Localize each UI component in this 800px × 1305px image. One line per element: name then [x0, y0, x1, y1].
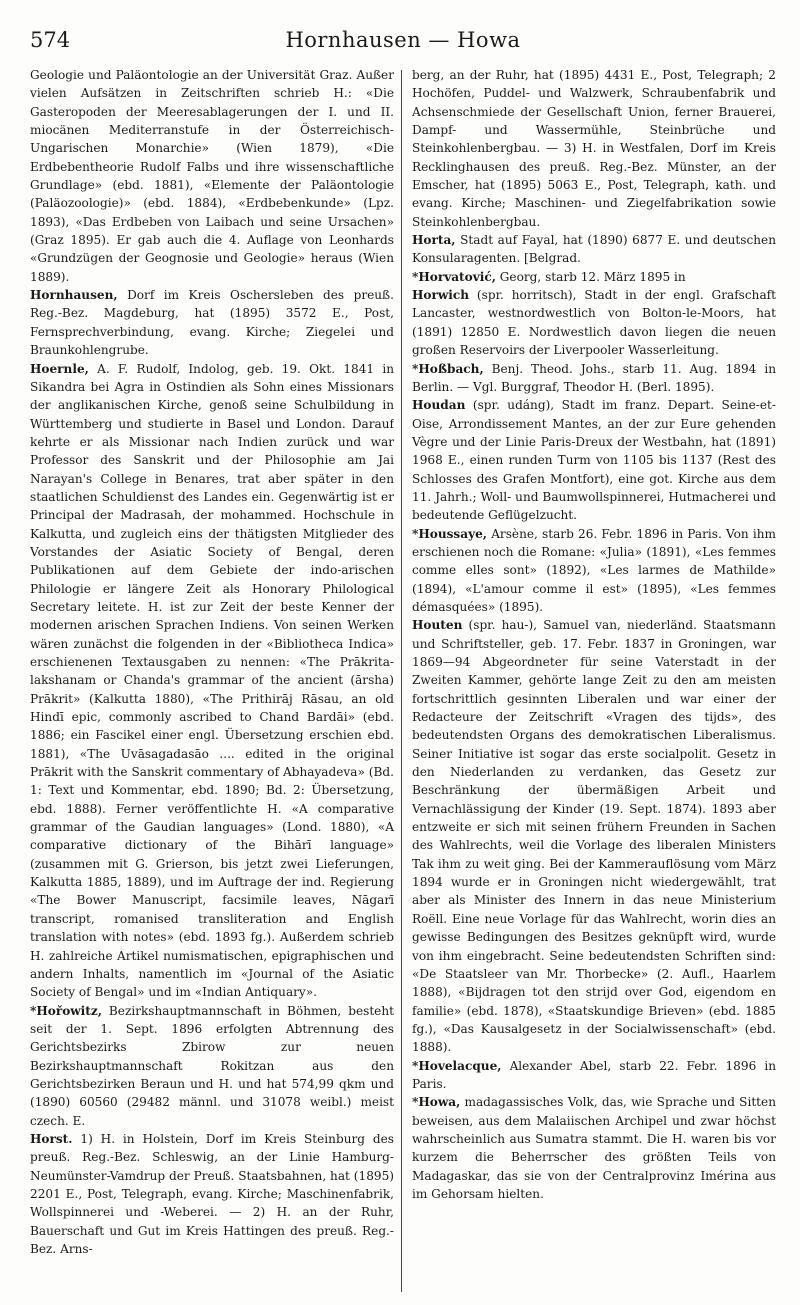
dictionary-entry: [30, 360, 394, 1002]
entry-headword: Horwich: [412, 288, 470, 303]
dictionary-entry: [412, 616, 776, 1056]
entry-text: (spr. horritsch), Stadt in der engl. Grafschaft Lancaster, westnordwestlich von Bolton-le-Moors, hat (1891) 12850 E. Nordwestlich davon liegen die neuen großen Reservoirs der Liverpooler Wasserleitung.: [412, 288, 776, 358]
dictionary-entry: [412, 286, 776, 359]
entry-headword: *Hoßbach,: [412, 361, 484, 376]
dictionary-entry: [412, 268, 776, 286]
entry-headword: *Hovelacque,: [412, 1058, 502, 1073]
entry-text: Dorf im Kreis Oschersleben des preuß. Reg.-Bez. Magdeburg, hat (1895) 3572 E., Post, Fernsprechverbindung, evang. Kirche; Ziegelei und Braunkohlengrube.: [30, 288, 394, 358]
entry-headword: Hornhausen,: [30, 288, 118, 303]
dictionary-entry: [412, 1093, 776, 1203]
entry-text: Arsène, starb 26. Febr. 1896 in Paris. Von ihm erschienen noch die Romane: «Julia» (1891), «Les femmes comme elles sont» (1892), «Les larmes de Mathilde» (1894), «L'amour comme il est» (1895), «Les femmes démasquées» (1895).: [412, 526, 776, 614]
dictionary-entry: [412, 1057, 776, 1094]
entry-headword: Horta,: [412, 233, 456, 248]
entry-text: Benj. Theod. Johs., starb 11. Aug. 1894 in Berlin. — Vgl. Burggraf, Theodor H. (Berl. 1895).: [412, 361, 776, 394]
entry-text: (spr. udáng), Stadt im franz. Depart. Seine-et-Oise, Arrondissement Mantes, an der zur Eure gehenden Vègre und der Linie Paris-Dreux der Westbahn, hat (1891) 1968 E., einen runden Turm von 1105 bis 1137 (Rest des Schlosses des Grafen Montfort), eine got. Kirche aus dem 11. Jahrh.; Woll- und Baumwollspinnerei, Hutmacherei und bedeutende Geflügelzucht.: [412, 398, 776, 523]
left-column: [30, 66, 394, 1296]
entry-headword: Houdan: [412, 398, 466, 413]
entry-headword: *Hořowitz,: [30, 1003, 102, 1018]
page-header: [30, 26, 776, 60]
entry-headword: Houten: [412, 618, 463, 633]
column-divider: [401, 70, 402, 1292]
entry-text: Bezirkshauptmannschaft in Böhmen, besteht seit der 1. Sept. 1896 erfolgten Abtrennung des Gerichtsbezirks Zbirow zur neuen Bezirkshauptmannschaft Rokitzan aus den Gerichtsbezirken Beraun und H. und hat 574,99 qkm und (1890) 60560 (29482 männl. und 31078 weibl.) meist czech. E.: [30, 1003, 394, 1128]
entry-text: (spr. hau-), Samuel van, niederländ. Staatsmann und Schriftsteller, geb. 17. Febr. 1837 in Groningen, war 1869—94 Abgeordneter für seine Vaterstadt in der Zweiten Kammer, gehörte lange Zeit zu den am meisten fortschrittlich gesinnten Liberalen und war einer der Redacteure der Zeitschrift «Vragen des tijds», des bedeutendsten Organs des demokratischen Liberalismus. Seiner Initiative ist sogar das erste socialpolit. Gesetz in den Niederlanden zu verdanken, das Gesetz zur Beschränkung der übermäßigen Arbeit und Vernachlässigung der Kinder (19. Sept. 1874). 1893 aber entzweite er sich mit seinen frühern Freunden in Sachen des Wahlrechts, weil die Vorlage des liberalen Ministers Tak ihm zu weit ging. Bei der Kammerauflösung vom März 1894 wurde er in Groningen nicht wiedergewählt, trat aber als Minister des Innern in das neue Ministerium Roëll. Eine neue Vorlage für das Wahlrecht, worin dies an gewisse Bedingungen des Besitzes geknüpft wird, wurde von ihm eingebracht. Seine bedeutendsten Schriften sind: «De Staatsleer van Mr. Thorbecke» (2. Aufl., Haarlem 1888), «Bijdragen tot den strijd over God, eigendom en familie» (ebd. 1878), «Staatskundige Brieven» (ebd. 1885 fg.), «Das Kausalgesetz in der Socialwissenschaft» (ebd. 1888).: [412, 618, 776, 1055]
dictionary-entry: [30, 66, 394, 286]
dictionary-entry: [412, 231, 776, 268]
dictionary-entry: [412, 360, 776, 397]
dictionary-entry: [30, 1130, 394, 1258]
entry-text: A. F. Rudolf, Indolog, geb. 19. Okt. 1841 in Sikandra bei Agra in Ostindien als Sohn eines Missionars der anglikanischen Kirche, genoß seine Schulbildung in Württemberg und studierte in Basel und London. Darauf kehrte er als Missionar nach Indien zurück und war Professor des Sanskrit und der Philosophie am Jai Narayan's College in Benares, trat aber später in den staatlichen Schuldienst des Landes ein. Gegenwärtig ist er Principal der Madrasah, der mohammed. Hochschule in Kalkutta, und zugleich eins der thätigsten Mitglieder des Vorstandes der Asiatic Society of Bengal, deren Publikationen auf dem Gebiete der indo-arischen Philologie er längere Zeit als Honorary Philological Secretary leitete. H. ist zur Zeit der beste Kenner der modernen arischen Sprachen Indiens. Von seinen Werken wären zunächst die folgenden in der «Bibliotheca Indica» erschienenen Textausgaben zu nennen: «The Prākrita-lakshanam or Chanda's grammar of the ancient (ārsha) Prākrit» (Kalkutta 1880), «The Prithirāj Rāsau, an old Hindī epic, commonly ascribed to Chand Bardāi» (ebd. 1886; ein Fascikel einer engl. Übersetzung erschien ebd. 1881), «The Uvāsagadasāo .... edited in the original Prākrit with the Sanskrit commentary of Abhayadeva» (Bd. 1: Text und Kommentar, ebd. 1890; Bd. 2: Übersetzung, ebd. 1888). Ferner veröffentlichte H. «A comparative grammar of the Gaudian languages» (Lond. 1880), «A comparative dictionary of the Bihārī language» (zusammen mit G. Grierson, bis jetzt zwei Lieferungen, Kalkutta 1885, 1889), und im Auftrage der ind. Regierung «The Bower Manuscript, facsimile leaves, Nāgarī transcript, romanised transliteration and English translation with notes» (ebd. 1893 fg.). Außerdem schrieb H. zahlreiche Artikel numismatischen, epigraphischen und andern Inhalts, namentlich im «Journal of the Asiatic Society of Bengal» und im «Indian Antiquary».: [30, 361, 394, 1000]
running-head: Hornhausen — Howa: [285, 28, 521, 52]
entry-text: madagassisches Volk, das, wie Sprache und Sitten beweisen, aus dem Malaiischen Archipel und zwar höchst wahrscheinlich aus Sumatra stammt. Die H. waren bis vor kurzem die Beherrscher des größten Teils von Madagaskar, das sie von der Centralprovinz Imérina aus im Gehorsam hielten.: [412, 1095, 776, 1201]
entry-text: 1) H. in Holstein, Dorf im Kreis Steinburg des preuß. Reg.-Bez. Schleswig, an der Linie Hamburg-Neumünster-Vamdrup der Preuß. Staatsbahnen, hat (1895) 2201 E., Post, Telegraph, evang. Kirche; Maschinenfabrik, Wollspinnerei und -Weberei. — 2) H. an der Ruhr, Bauerschaft und Gut im Kreis Hattingen des preuß. Reg.-Bez. Arns-: [30, 1131, 394, 1256]
entry-headword: *Horvatović,: [412, 269, 496, 284]
dictionary-entry: [412, 396, 776, 524]
page-number: 574: [30, 28, 71, 52]
dictionary-entry: [412, 525, 776, 617]
entry-text: Alexander Abel, starb 22. Febr. 1896 in Paris.: [412, 1058, 776, 1091]
entry-text: Stadt auf Fayal, hat (1890) 6877 E. und deutschen Konsularagenten. [Belgrad.: [412, 233, 776, 266]
entry-text: Georg, starb 12. März 1895 in: [499, 269, 686, 284]
entry-headword: *Houssaye,: [412, 526, 487, 541]
right-column: [412, 66, 776, 1296]
entry-headword: *Howa,: [412, 1095, 461, 1110]
entry-headword: Horst.: [30, 1131, 73, 1146]
entry-headword: Hoernle,: [30, 361, 89, 376]
dictionary-entry: [412, 66, 776, 231]
dictionary-entry: [30, 1002, 394, 1130]
dictionary-entry: [30, 286, 394, 359]
entry-text: Geologie und Paläontologie an der Universität Graz. Außer vielen Aufsätzen in Zeitschriften schrieb H.: «Die Gasteropoden der Meeresablagerungen der I. und II. miocänen Mediterranstufe in der Österreichisch-Ungarischen Monarchie» (Wien 1879), «Die Erdbebentheorie Rudolf Falbs und ihre wissenschaftliche Grundlage» (ebd. 1881), «Elemente der Paläontologie (Paläozoologie)» (ebd. 1884), «Erdbebenkunde» (Lpz. 1893), «Das Erdbeben von Laibach und seine Ursachen» (Graz 1895). Er gab auch die 4. Auflage von Leonhards «Grundzügen der Geognosie und Geologie» heraus (Wien 1889).: [30, 68, 394, 284]
entry-text: berg, an der Ruhr, hat (1895) 4431 E., Post, Telegraph; 2 Hochöfen, Puddel- und Walzwerk, Schraubenfabrik und Achsenschmiede der Gesellschaft Union, ferner Brauerei, Dampf- und Wassermühle, Steinbrüche und Steinkohlenbergbau. — 3) H. in Westfalen, Dorf im Kreis Recklinghausen des preuß. Reg.-Bez. Münster, an der Emscher, hat (1895) 5063 E., Post, Telegraph, kath. und evang. Kirche; Maschinen- und Ziegelfabrikation sowie Steinkohlenbergbau.: [412, 68, 776, 229]
